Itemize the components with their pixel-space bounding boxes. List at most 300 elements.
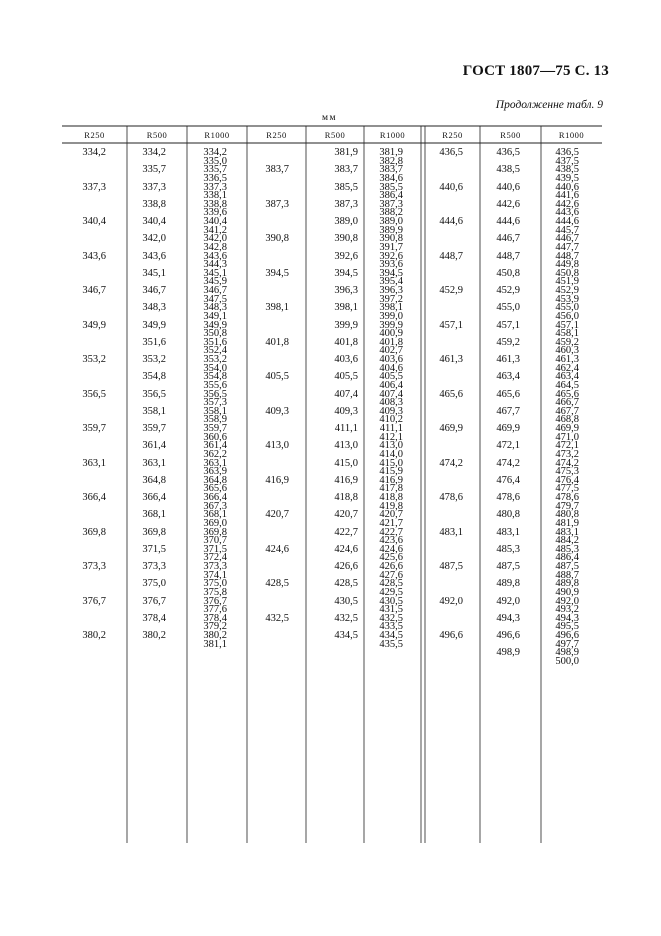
r1000-value: 420,7	[379, 509, 403, 521]
r250-value: 448,7	[439, 250, 463, 262]
r1000-value: 377,6	[203, 604, 227, 616]
r1000-value: 338,8	[203, 198, 227, 210]
r250-value: 387,3	[265, 198, 289, 210]
r500-value: 444,6	[496, 216, 520, 227]
r1000-value: 453,9	[555, 293, 579, 305]
r1000-value: 426,6	[379, 561, 403, 572]
r1000-value: 387,3	[379, 198, 403, 210]
r500-value: 478,6	[496, 492, 520, 503]
r500-value: 440,6	[496, 181, 520, 193]
r250-value: 398,1	[265, 302, 289, 314]
r1000-value: 390,8	[379, 233, 403, 245]
r1000-value: 400,9	[379, 328, 403, 340]
r250-value: 390,8	[265, 233, 289, 245]
r1000-value: 493,2	[555, 604, 579, 616]
r1000-value: 393,6	[379, 259, 403, 271]
r250-value: 376,7	[82, 595, 106, 607]
r1000-value: 484,2	[555, 535, 579, 547]
r500-value: 354,8	[142, 371, 166, 383]
col-head-r1000: R1000	[379, 130, 406, 140]
r1000-value: 458,1	[555, 328, 579, 340]
r1000-value: 396,3	[379, 285, 403, 296]
r1000-value: 475,3	[555, 466, 579, 478]
r1000-value: 447,7	[555, 241, 579, 253]
col-head-r250: R250	[84, 130, 105, 140]
r500-value: 480,8	[496, 509, 520, 521]
r1000-value: 483,1	[555, 526, 579, 538]
r250-value: 373,3	[82, 561, 106, 572]
r1000-value: 425,6	[379, 552, 403, 564]
r1000-value: 477,5	[555, 483, 579, 495]
r1000-value: 373,3	[203, 561, 227, 572]
r250-value: 383,7	[265, 164, 289, 176]
r1000-value: 465,6	[555, 388, 579, 400]
r1000-value: 492,0	[555, 595, 579, 607]
r1000-value: 378,4	[203, 612, 227, 624]
r500-value: 378,4	[142, 612, 166, 624]
r1000-value: 448,7	[555, 250, 579, 262]
r1000-value: 339,6	[203, 207, 227, 219]
r1000-value: 421,7	[379, 517, 403, 529]
r500-value: 359,7	[142, 423, 166, 434]
r1000-value: 392,6	[379, 250, 403, 262]
r250-value: 483,1	[439, 526, 463, 538]
r1000-value: 480,8	[555, 509, 579, 521]
r1000-value: 432,5	[379, 612, 403, 624]
r250-value: 359,7	[82, 423, 106, 434]
r1000-value: 397,2	[379, 293, 403, 305]
r1000-value: 353,2	[203, 354, 227, 365]
r1000-value: 445,7	[555, 224, 579, 236]
r500-value: 424,6	[334, 543, 358, 555]
r250-value: 366,4	[82, 492, 106, 503]
r1000-value: 368,1	[203, 509, 227, 521]
r500-value: 465,6	[496, 388, 520, 400]
r250-value: 492,0	[439, 595, 463, 607]
r1000-value: 343,6	[203, 250, 227, 262]
r1000-value: 362,2	[203, 448, 227, 460]
r1000-value: 354,8	[203, 371, 227, 383]
r250-value: 353,2	[82, 354, 106, 365]
r1000-value: 437,5	[555, 155, 579, 167]
r500-value: 381,9	[334, 147, 358, 158]
r1000-value: 385,5	[379, 181, 403, 193]
r1000-value: 391,7	[379, 241, 403, 253]
r500-value: 363,1	[142, 457, 166, 469]
r1000-value: 414,0	[379, 448, 403, 460]
r500-value: 396,3	[334, 285, 358, 296]
r500-value: 430,5	[334, 595, 358, 607]
r1000-value: 444,6	[555, 216, 579, 227]
r500-value: 335,7	[142, 164, 166, 176]
r500-value: 452,9	[496, 285, 520, 296]
r1000-value: 367,3	[203, 500, 227, 512]
r250-value: 356,5	[82, 388, 106, 400]
r1000-value: 439,5	[555, 172, 579, 184]
r1000-value: 386,4	[379, 190, 403, 202]
r500-value: 345,1	[142, 267, 166, 279]
r1000-value: 450,8	[555, 267, 579, 279]
r1000-value: 349,1	[203, 310, 227, 322]
r250-value: 452,9	[439, 285, 463, 296]
r500-value: 422,7	[334, 526, 358, 538]
r1000-value: 456,0	[555, 310, 579, 322]
r1000-value: 460,3	[555, 345, 579, 357]
r1000-value: 335,0	[203, 155, 227, 167]
r500-value: 346,7	[142, 285, 166, 296]
r500-value: 476,4	[496, 474, 520, 486]
r500-value: 401,8	[334, 336, 358, 348]
r500-value: 496,6	[496, 630, 520, 641]
r1000-value: 371,5	[203, 543, 227, 555]
r500-value: 420,7	[334, 509, 358, 521]
r1000-value: 435,5	[379, 638, 403, 650]
r250-value: 343,6	[82, 250, 106, 262]
r250-value: 496,6	[439, 630, 463, 641]
r1000-value: 364,8	[203, 474, 227, 486]
r1000-value: 375,0	[203, 578, 227, 590]
r250-value: 334,2	[82, 147, 106, 158]
r1000-value: 370,7	[203, 535, 227, 547]
r500-value: 492,0	[496, 595, 520, 607]
r500-value: 398,1	[334, 302, 358, 314]
r1000-value: 413,0	[379, 440, 403, 452]
r1000-value: 359,7	[203, 423, 227, 434]
r1000-value: 406,4	[379, 379, 403, 391]
r1000-value: 410,2	[379, 414, 403, 426]
r1000-value: 488,7	[555, 569, 579, 581]
r250-value: 478,6	[439, 492, 463, 503]
r250-value: 380,2	[82, 630, 106, 641]
col-head-r500: R500	[500, 130, 521, 140]
r1000-value: 383,7	[379, 164, 403, 176]
r1000-value: 472,1	[555, 440, 579, 452]
r1000-value: 358,1	[203, 405, 227, 417]
col-head-r250: R250	[442, 130, 463, 140]
r500-value: 394,5	[334, 267, 358, 279]
r1000-value: 372,4	[203, 552, 227, 564]
r500-value: 457,1	[496, 319, 520, 331]
r1000-value: 417,8	[379, 483, 403, 495]
r250-value: 424,6	[265, 543, 289, 555]
r1000-value: 361,4	[203, 440, 227, 452]
r1000-value: 497,7	[555, 638, 579, 650]
r500-value: 368,1	[142, 509, 166, 521]
r1000-value: 418,8	[379, 492, 403, 503]
r500-value: 448,7	[496, 250, 520, 262]
r1000-value: 427,6	[379, 569, 403, 581]
r500-value: 385,5	[334, 181, 358, 193]
r500-value: 383,7	[334, 164, 358, 176]
r1000-value: 489,8	[555, 578, 579, 590]
r1000-value: 348,3	[203, 302, 227, 314]
r1000-value: 442,6	[555, 198, 579, 210]
r500-value: 446,7	[496, 233, 520, 245]
r1000-value: 375,8	[203, 586, 227, 598]
col-head-r250: R250	[266, 130, 287, 140]
r500-value: 455,0	[496, 302, 520, 314]
r1000-value: 457,1	[555, 319, 579, 331]
r1000-value: 389,9	[379, 224, 403, 236]
r1000-value: 345,9	[203, 276, 227, 288]
r1000-value: 382,8	[379, 155, 403, 167]
r500-value: 474,2	[496, 457, 520, 469]
r1000-value: 459,2	[555, 336, 579, 348]
r1000-value: 500,0	[555, 655, 579, 667]
r250-value: 461,3	[439, 354, 463, 365]
r1000-value: 363,9	[203, 466, 227, 478]
r1000-value: 486,4	[555, 552, 579, 564]
r1000-value: 369,8	[203, 526, 227, 538]
r500-value: 371,5	[142, 543, 166, 555]
r500-value: 387,3	[334, 198, 358, 210]
r250-value: 337,3	[82, 181, 106, 193]
r500-value: 407,4	[334, 388, 358, 400]
r500-value: 469,9	[496, 423, 520, 434]
r500-value: 472,1	[496, 440, 520, 452]
r1000-value: 408,3	[379, 397, 403, 409]
r1000-value: 345,1	[203, 267, 227, 279]
r500-value: 349,9	[142, 319, 166, 331]
r1000-value: 473,2	[555, 448, 579, 460]
r250-value: 420,7	[265, 509, 289, 521]
r1000-value: 337,3	[203, 181, 227, 193]
r500-value: 409,3	[334, 405, 358, 417]
r250-value: 432,5	[265, 612, 289, 624]
r500-value: 392,6	[334, 250, 358, 262]
r250-value: 409,3	[265, 405, 289, 417]
r500-value: 343,6	[142, 250, 166, 262]
r1000-value: 381,9	[379, 147, 403, 158]
r250-value: 401,8	[265, 336, 289, 348]
r500-value: 498,9	[496, 647, 520, 659]
r250-value: 440,6	[439, 181, 463, 193]
r1000-value: 471,0	[555, 431, 579, 443]
r1000-value: 365,6	[203, 483, 227, 495]
r1000-value: 496,6	[555, 630, 579, 641]
r1000-value: 369,0	[203, 517, 227, 529]
r1000-value: 476,4	[555, 474, 579, 486]
r1000-value: 462,4	[555, 362, 579, 374]
r1000-value: 467,7	[555, 405, 579, 417]
r1000-value: 446,7	[555, 233, 579, 245]
r500-value: 489,8	[496, 578, 520, 590]
r1000-value: 402,7	[379, 345, 403, 357]
r1000-value: 449,8	[555, 259, 579, 271]
r1000-value: 341,2	[203, 224, 227, 236]
r250-value: 436,5	[439, 147, 463, 158]
r1000-value: 474,2	[555, 457, 579, 469]
col-head-r500: R500	[146, 130, 168, 140]
r1000-value: 452,9	[555, 285, 579, 296]
r1000-value: 352,4	[203, 345, 227, 357]
r1000-value: 349,9	[203, 319, 227, 331]
r500-value: 356,5	[142, 388, 166, 400]
r1000-value: 389,0	[379, 216, 403, 227]
r500-value: 494,3	[496, 612, 520, 624]
r1000-value: 354,0	[203, 362, 227, 374]
r500-value: 353,2	[142, 354, 166, 365]
r1000-value: 479,7	[555, 500, 579, 512]
r1000-value: 379,2	[203, 621, 227, 633]
r500-value: 463,4	[496, 371, 520, 383]
r1000-value: 344,3	[203, 259, 227, 271]
r1000-value: 407,4	[379, 388, 403, 400]
r500-value: 461,3	[496, 354, 520, 365]
r1000-value: 356,5	[203, 388, 227, 400]
r1000-value: 451,9	[555, 276, 579, 288]
r1000-value: 436,5	[555, 147, 579, 158]
r1000-value: 350,8	[203, 328, 227, 340]
r1000-value: 357,3	[203, 397, 227, 409]
r500-value: 390,8	[334, 233, 358, 245]
r1000-value: 429,5	[379, 586, 403, 598]
r1000-value: 335,7	[203, 164, 227, 176]
r1000-value: 355,6	[203, 379, 227, 391]
r1000-value: 419,8	[379, 500, 403, 512]
r250-value: 363,1	[82, 457, 106, 469]
r500-value: 405,5	[334, 371, 358, 383]
r500-value: 340,4	[142, 216, 166, 227]
r500-value: 432,5	[334, 612, 358, 624]
r500-value: 442,6	[496, 198, 520, 210]
r500-value: 358,1	[142, 405, 166, 417]
r1000-value: 404,6	[379, 362, 403, 374]
r1000-value: 469,9	[555, 423, 579, 434]
r1000-value: 487,5	[555, 561, 579, 572]
r1000-value: 428,5	[379, 578, 403, 590]
r1000-value: 351,6	[203, 336, 227, 348]
r250-value: 465,6	[439, 388, 463, 400]
r1000-value: 403,6	[379, 354, 403, 365]
r500-value: 364,8	[142, 474, 166, 486]
r250-value: 413,0	[265, 440, 289, 452]
r1000-value: 401,8	[379, 336, 403, 348]
r1000-value: 423,6	[379, 535, 403, 547]
r1000-value: 409,3	[379, 405, 403, 417]
r250-value: 474,2	[439, 457, 463, 469]
r500-value: 348,3	[142, 302, 166, 314]
r1000-value: 481,9	[555, 517, 579, 529]
r1000-value: 374,1	[203, 569, 227, 581]
r1000-value: 440,6	[555, 181, 579, 193]
r1000-value: 384,6	[379, 172, 403, 184]
r1000-value: 399,0	[379, 310, 403, 322]
r1000-value: 478,6	[555, 492, 579, 503]
r1000-value: 494,3	[555, 612, 579, 624]
r500-value: 436,5	[496, 147, 520, 158]
r500-value: 438,5	[496, 164, 520, 176]
r1000-value: 443,6	[555, 207, 579, 219]
r1000-value: 347,5	[203, 293, 227, 305]
r1000-value: 346,7	[203, 285, 227, 296]
r1000-value: 388,2	[379, 207, 403, 219]
r250-value: 428,5	[265, 578, 289, 590]
col-head-r1000: R1000	[204, 130, 230, 140]
r1000-value: 464,5	[555, 379, 579, 391]
r1000-value: 485,3	[555, 543, 579, 555]
r500-value: 459,2	[496, 336, 520, 348]
r1000-value: 424,6	[379, 543, 403, 555]
r1000-value: 394,5	[379, 267, 403, 279]
r1000-value: 441,6	[555, 190, 579, 202]
r500-value: 366,4	[142, 492, 166, 503]
r1000-value: 366,4	[203, 492, 227, 503]
r500-value: 389,0	[334, 216, 358, 227]
r1000-value: 466,7	[555, 397, 579, 409]
r1000-value: 358,9	[203, 414, 227, 426]
r1000-value: 376,7	[203, 595, 227, 607]
r500-value: 426,6	[334, 561, 358, 572]
r1000-value: 405,5	[379, 371, 403, 383]
r500-value: 485,3	[496, 543, 520, 555]
r500-value: 399,9	[334, 319, 358, 331]
r500-value: 418,8	[334, 492, 358, 503]
r1000-value: 461,3	[555, 354, 579, 365]
r1000-value: 463,4	[555, 371, 579, 383]
r1000-value: 415,0	[379, 457, 403, 469]
r500-value: 361,4	[142, 440, 166, 452]
r250-value: 349,9	[82, 319, 106, 331]
r250-value: 346,7	[82, 285, 106, 296]
r250-value: 405,5	[265, 371, 289, 383]
table-continuation-caption: Продолженне табл. 9	[495, 99, 603, 111]
r1000-value: 334,2	[203, 147, 227, 158]
r500-value: 467,7	[496, 405, 520, 417]
r500-value: 342,0	[142, 233, 166, 245]
r1000-value: 495,5	[555, 621, 579, 633]
r500-value: 487,5	[496, 561, 520, 572]
r500-value: 351,6	[142, 336, 166, 348]
r500-value: 376,7	[142, 595, 166, 607]
r250-value: 487,5	[439, 561, 463, 572]
r1000-value: 490,9	[555, 586, 579, 598]
r500-value: 380,2	[142, 630, 166, 641]
r1000-value: 363,1	[203, 457, 227, 469]
r500-value: 411,1	[334, 423, 358, 434]
r500-value: 334,2	[142, 147, 166, 158]
r500-value: 434,5	[334, 630, 358, 641]
r1000-value: 381,1	[203, 638, 227, 650]
r1000-value: 498,9	[555, 647, 579, 659]
col-head-r1000: R1000	[558, 130, 585, 140]
r500-value: 413,0	[334, 440, 358, 452]
r1000-value: 412,1	[379, 431, 403, 443]
r1000-value: 340,4	[203, 216, 227, 227]
r1000-value: 430,5	[379, 595, 403, 607]
r1000-value: 422,7	[379, 526, 403, 538]
r1000-value: 360,6	[203, 431, 227, 443]
r500-value: 450,8	[496, 267, 520, 279]
r250-value: 444,6	[439, 216, 463, 227]
r1000-value: 395,4	[379, 276, 403, 288]
r500-value: 403,6	[334, 354, 358, 365]
col-head-r500: R500	[324, 130, 346, 140]
r1000-value: 338,1	[203, 190, 227, 202]
r1000-value: 433,5	[379, 621, 403, 633]
r1000-value: 468,8	[555, 414, 579, 426]
r1000-value: 415,9	[379, 466, 403, 478]
r500-value: 373,3	[142, 561, 166, 572]
r500-value: 416,9	[334, 474, 358, 486]
r250-value: 369,8	[82, 526, 106, 538]
r1000-value: 336,5	[203, 172, 227, 184]
page-header: ГОСТ 1807—75 С. 13	[462, 63, 609, 79]
r1000-value: 416,9	[379, 474, 403, 486]
r1000-value: 398,1	[379, 302, 403, 314]
r1000-value: 342,0	[203, 233, 227, 245]
unit-label: мм	[322, 113, 338, 123]
